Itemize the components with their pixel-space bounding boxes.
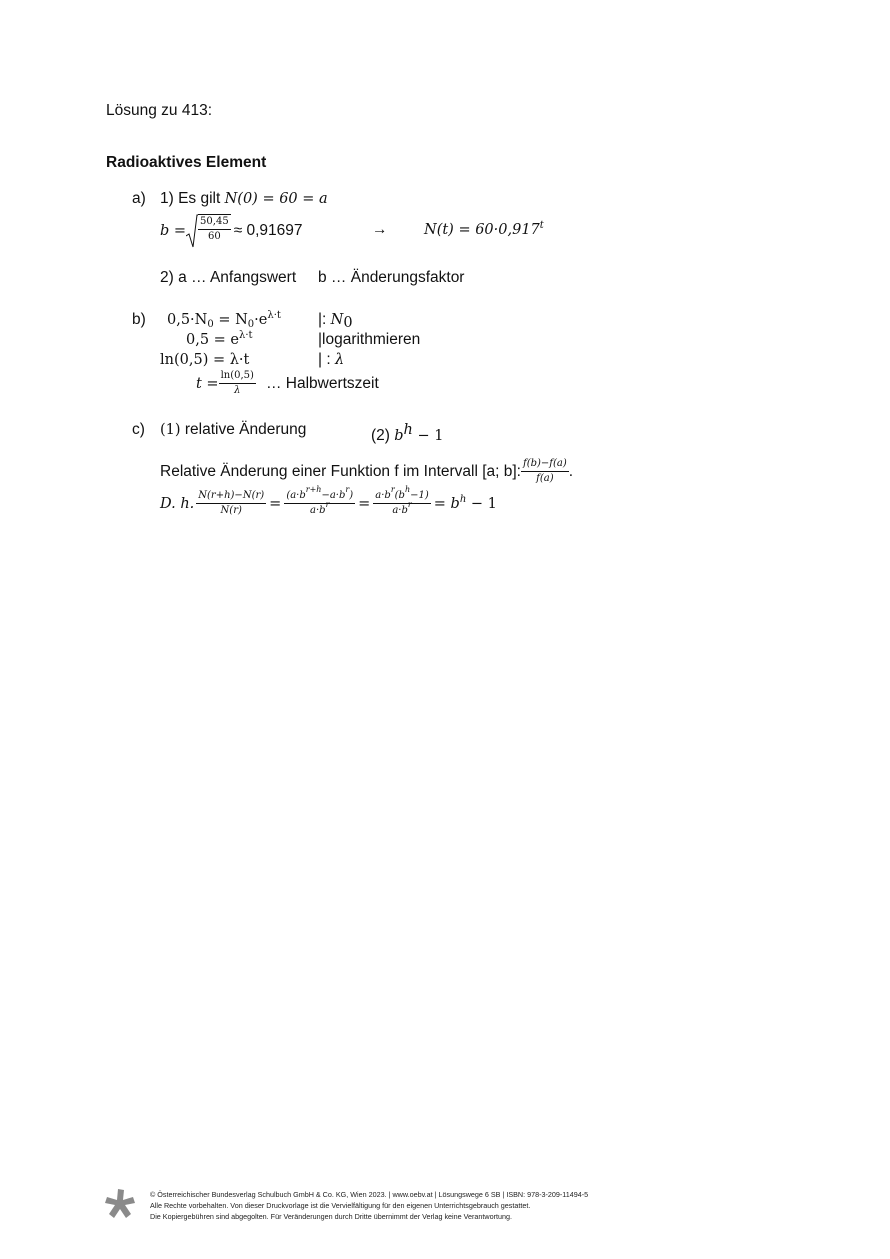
eq1-right: ·e [254,312,268,328]
eq4-denominator: λ [234,385,241,396]
eq1-exp: λ·t [267,310,281,321]
part-c-label: c) [132,421,145,438]
part-b-eq3: ln(0,5) = λ·t [160,352,250,368]
eq4-label: … Halbwertszeit [265,374,379,392]
op1-sub: 0 [343,315,353,331]
relative-numerator: f(b)−f(a) [521,458,569,472]
derivation-line [160,485,497,517]
part-b-op3 [318,351,344,369]
footer-line-2: Alle Rechte vorbehalten. Von dieser Druckvorlage ist die Vervielfältigung für den eigenen Unterrichtsgebrauch gestattet. [150,1201,531,1210]
dh-text: D. h. [160,495,195,512]
f3-num-a: a·b [375,490,391,501]
part-b-eq4 [196,370,379,397]
f2-den: a·b [310,505,326,516]
eq4-lhs: t = [196,375,219,392]
eq1-mid: = N [213,312,248,328]
eq4-numerator: ln(0,5) [219,370,256,384]
n-t-formula [424,221,544,239]
part-a-label: a) [132,190,146,207]
item2-exp: h [403,422,413,438]
part-b-eq2 [186,331,253,349]
item1-number: (1) [160,422,181,438]
f1-denominator: N(r) [220,505,242,516]
relative-denominator: f(a) [536,473,554,484]
implies-arrow-icon: → [372,221,388,238]
sqrt-expression [186,214,231,248]
part-b-op2: |logarithmieren [318,331,421,348]
b-denominator: 60 [208,231,221,242]
item2-tail: − 1 [412,428,444,444]
eq2-base: 0,5 = e [186,332,240,348]
op1-math: N [330,312,344,328]
eq2-exp: λ·t [239,330,253,341]
equals-1: = [269,495,282,512]
part-a-line1-text: 1) Es gilt [160,190,225,207]
op1-text: |: [318,311,331,328]
eq1-left-sub: 0 [207,319,214,330]
f3-num-exp2: h [404,485,411,494]
f2-num-a: (a·b [286,490,306,501]
eq1-left: 0,5·N [167,312,208,328]
part-a-aenderungsfaktor: b … Änderungsfaktor [318,269,465,286]
n-t-exponent: t [539,220,544,231]
footer-line-1: © Österreichischer Bundesverlag Schulbuch GmbH & Co. KG, Wien 2023. | www.oebv.at | Lösungswege 6 SB | ISBN: 978-3-209-11494-5 [150,1190,589,1199]
result-exp: h [459,493,467,505]
f2-num-exp1: r+h [305,485,322,494]
relative-change-definition [160,458,573,485]
eq1-mid-sub: 0 [247,319,255,330]
item1-text: relative Änderung [180,421,307,438]
part-a-anfangswert: 2) a … Anfangswert [160,269,297,286]
item2-base: b [394,428,404,444]
f1-numerator: N(r+h)−N(r) [196,490,266,504]
b-lhs: b = [160,223,187,239]
relative-period: . [568,462,574,480]
f2-num-c: ) [349,490,354,501]
f3-den: a·b [392,505,408,516]
part-a-line1 [160,190,328,208]
part-b-op1 [318,311,353,332]
halbwertszeit-fraction [219,370,256,397]
f3-num-b: (b [394,490,405,501]
sqrt-icon [186,214,198,248]
derivation-result [434,495,497,513]
equals-2: = [358,495,371,512]
solution-heading: Lösung zu 413: [106,102,213,119]
derivation-fraction-3 [373,485,431,517]
f2-den-exp: r [325,500,330,509]
part-c-item2 [371,421,443,445]
relative-fraction [521,458,569,485]
f3-den-exp: r [407,500,412,509]
section-title: Radioaktives Element [106,154,267,171]
op3-text: | : [318,351,335,368]
footer-line-3: Die Kopiergebühren sind abgegolten. Für Veränderungen durch Dritte übernimmt der Verlag keine Verantwortung. [150,1212,512,1221]
op3-math: λ [334,352,345,368]
part-c-item1 [160,421,306,439]
result-base: = b [433,495,460,512]
part-a-b-equation [160,213,303,249]
derivation-fraction-2 [284,485,355,517]
item2-text: (2) [371,427,395,444]
f2-num-b: −a·b [321,490,346,501]
part-b-label: b) [132,311,146,328]
f3-num-c: −1) [410,490,429,501]
derivation-fraction-1 [196,490,266,517]
part-b-eq1 [167,311,281,329]
n-t-base: N(t) = 60·0,917 [424,222,540,238]
part-a-line1-math: N(0) = 60 = a [224,191,328,207]
result-tail: − 1 [466,495,497,512]
f3-num-exp1: r [390,485,395,494]
oebv-logo-icon [104,1188,136,1220]
b-numerator: 50,45 [198,216,231,230]
b-approx-value: ≈ 0,91697 [233,222,303,239]
relative-text: Relative Änderung einer Funktion f im Intervall [a; b]: [160,462,521,480]
f2-num-exp2: r [345,485,350,494]
